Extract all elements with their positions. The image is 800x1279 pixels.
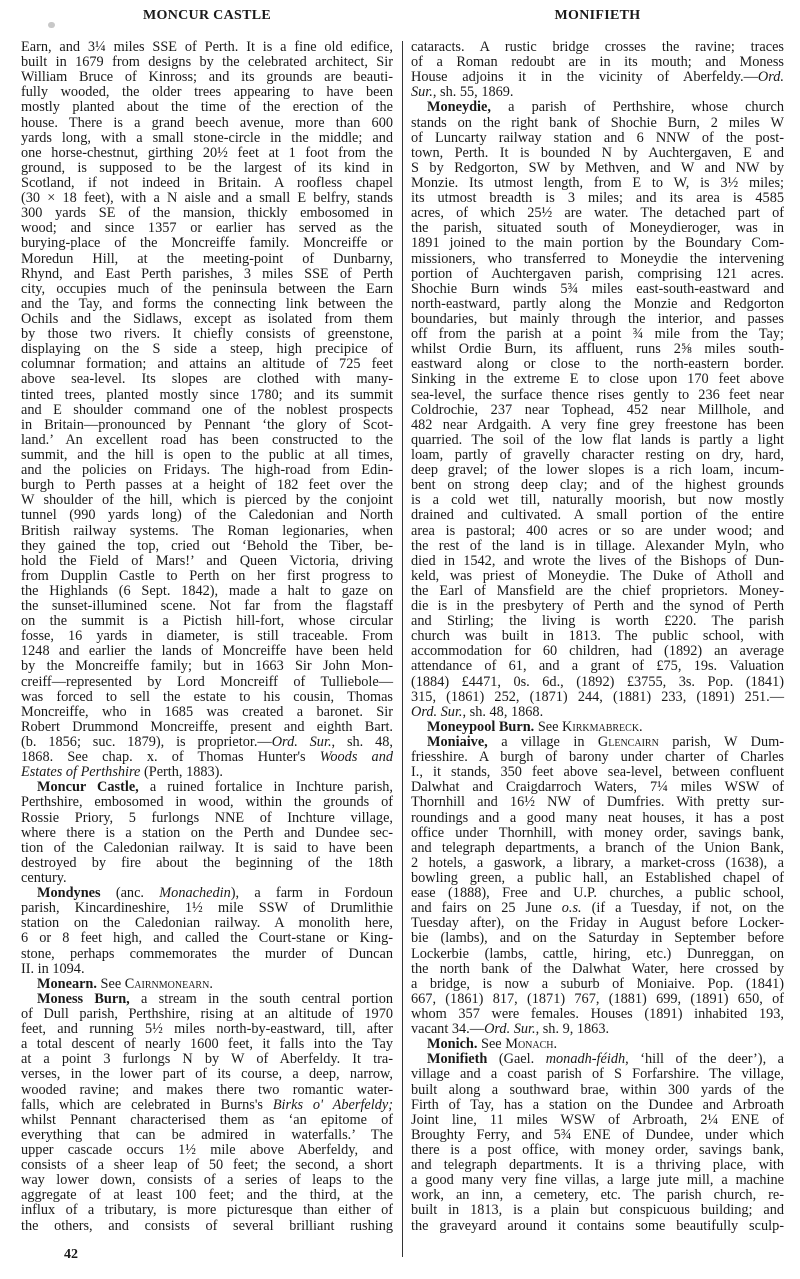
- text-line: of Dull parish, Perthshire, rising at an altitude of 1970: [21, 1006, 393, 1022]
- italic-text: Sur.: [411, 84, 433, 101]
- entry-paragraph: [411, 735, 784, 1037]
- text-line: influx of a tributary, is more picturesque than either of: [21, 1202, 393, 1219]
- running-header-left: MONCUR CASTLE: [143, 8, 271, 23]
- text-line: (1884) £4471, 0s. 6d., (1892) £3755, 3s. Pop. (1841): [411, 673, 784, 690]
- text-run: See: [96, 975, 125, 992]
- text-line: ground, is supposed to be the largest of its kind in: [21, 159, 393, 176]
- text-line: William Bruce of Kinross; and its grounds are beauti-: [21, 69, 393, 86]
- text-line: keld, was priest of Moneydie. The Duke of Atholl and: [411, 567, 784, 584]
- text-line: Earn, and 3¼ miles SSE of Perth. It is a fine old edifice,: [21, 39, 393, 55]
- text-line: Moncreiffe, who in 1685 was created a baronet. Sir: [21, 703, 393, 720]
- text-run: ), a farm in Fordoun: [230, 885, 394, 902]
- text-line: everything that can be admired in waterfalls.’ The: [21, 1126, 393, 1143]
- text-run: (b. 1856; suc. 1879), is proprietor.—: [21, 734, 272, 751]
- text-line: at a point 3 furlongs N by W of Aberfeldy. It tra-: [21, 1051, 393, 1068]
- text-line: [411, 720, 784, 735]
- text-line: W shoulder of the hill, which is pierced by the conjoint: [21, 492, 393, 509]
- text-run: , sh. 48,: [331, 734, 393, 751]
- text-run: (if a Tuesday, if not, on the: [581, 900, 784, 917]
- text-line: deep gravel; of the lower slopes is a rich loam, incum-: [411, 462, 784, 479]
- cross-reference: Kirkmabreck: [562, 718, 640, 735]
- text-line: sea-level, the surface thence rises gently to 236 feet near: [411, 386, 784, 403]
- text-line: church was built in 1813. The public school, with: [411, 628, 784, 645]
- text-line: [411, 735, 784, 750]
- text-run: a ruined fortalice in Inchture parish,: [138, 779, 393, 796]
- text-line: built in 1679 from designs by the celebrated architect, Sir: [21, 54, 393, 71]
- text-line: whom 357 were females. Houses (1891) inhabited 193,: [411, 1006, 784, 1022]
- entry-headword: Moness Burn,: [37, 990, 130, 1007]
- text-line: acres, of which 25½ are water. The detached part of: [411, 205, 784, 222]
- text-line: bie (lambs), and on the Saturday in September before: [411, 930, 784, 947]
- text-line: 482 near Ardgaith. A very fine grey freestone has been: [411, 416, 784, 433]
- text-line: off from the parish at a point ¾ mile from the Tay;: [411, 326, 784, 343]
- text-line: (30 × 18 feet), with a N aisle and a small E belfry, stands: [21, 190, 393, 207]
- text-line: friesshire. A burgh of barony under charter of Charles: [411, 749, 784, 766]
- text-line: quarried. The soil of the low flat lands is partly a light: [411, 431, 784, 448]
- text-line: drained and cultivated. A small portion of the entire: [411, 507, 784, 524]
- text-line: built along a southward brae, within 300 yards of the: [411, 1081, 784, 1098]
- text-run: (Perth, 1883).: [140, 764, 223, 781]
- text-line: destroyed by fire about the beginning of the 18th: [21, 854, 393, 871]
- text-line: [21, 750, 393, 765]
- text-line: [411, 1052, 784, 1067]
- text-run: and fairs on 25 June: [411, 900, 562, 917]
- text-run: falls, which are celebrated in Burns's: [21, 1096, 273, 1113]
- text-line: columnar formation; and attains an altitude of 725 feet: [21, 356, 393, 373]
- text-line: house. There is a grand beech avenue, more than 600: [21, 114, 393, 131]
- text-line: bowling green, a public hall, an Established chapel of: [411, 870, 784, 887]
- text-line: the Earl of Mansfield are the chief proprietors. Money-: [411, 582, 784, 599]
- italic-text: Ord.: [757, 69, 784, 86]
- text-line: there is a post office, with money order, savings bank,: [411, 1141, 784, 1158]
- text-line: its utmost breadth is 3 miles; and its area is 4585: [411, 190, 784, 207]
- text-line: accommodation for 60 children, had (1892) an average: [411, 643, 784, 660]
- text-line: eastward along or close to the north-eastern border.: [411, 356, 784, 373]
- text-run: See: [477, 1036, 506, 1053]
- text-line: a bridge, is now a suburb of Moniaive. Pop. (1841): [411, 975, 784, 992]
- text-line: 2 hotels, a gaswork, a library, a market-cross (1638), a: [411, 854, 784, 871]
- entry-headword: Moneydie,: [427, 99, 491, 116]
- italic-text: Estates of Perthshire: [21, 764, 141, 781]
- entry-paragraph: [21, 886, 393, 977]
- column-divider: [402, 41, 403, 1257]
- text-line: the sunset-illumined scene. Not far from the flagstaff: [21, 598, 393, 615]
- text-line: the others, and consists of several brilliant rushing: [21, 1217, 393, 1234]
- text-line: 667, (1861) 817, (1871) 767, (1881) 699, (1891) 650, of: [411, 990, 784, 1007]
- text-column-left: [21, 40, 393, 1234]
- text-line: a good many very fine villas, a large jute mill, a machine: [411, 1172, 784, 1189]
- text-line: ease (1888), Free and U.P. churches, a public school,: [411, 885, 784, 902]
- text-line: [411, 100, 784, 115]
- entry-paragraph: [21, 40, 393, 780]
- text-line: built in 1813, is a plain but conspicuous building; and: [411, 1202, 784, 1219]
- text-line: above sea-level. Its slopes are clothed with many-: [21, 371, 393, 388]
- text-line: roundings and a good many neat houses, it has a post: [411, 809, 784, 826]
- text-line: Ochils and the Sidlaws, except as isolated from them: [21, 310, 393, 327]
- text-line: stands on the right bank of Shochie Burn, 2 miles W: [411, 114, 784, 131]
- entry-headword: Monich.: [427, 1036, 478, 1053]
- text-line: [21, 992, 393, 1007]
- text-line: upper cascade occurs 1½ mile above Aberfeldy, and: [21, 1141, 393, 1158]
- text-line: and the policies on Fridays. The high-road from Edin-: [21, 462, 393, 479]
- text-line: of Luncarty railway station and 6 NNW of the post-: [411, 129, 784, 146]
- text-line: Dalwhat and Craigdarroch Waters, 7¼ miles WSW of: [411, 779, 784, 796]
- text-run: .: [639, 718, 643, 735]
- entry-headword: Mondynes: [37, 885, 101, 902]
- text-run: parish, W Dum-: [658, 734, 784, 751]
- text-line: 1248 and earlier the lands of Moncreiffe have been held: [21, 643, 393, 660]
- text-line: and the Tay, and forms the connecting link between the: [21, 295, 393, 312]
- text-line: of a Roman redoubt are in its mouth; and Moness: [411, 54, 784, 71]
- text-line: and E shoulder command one of the noblest prospects: [21, 401, 393, 418]
- entry-headword: Monearn.: [37, 975, 97, 992]
- italic-text: o.s.: [561, 900, 582, 917]
- entry-paragraph: [411, 1052, 784, 1233]
- text-line: Firth of Tay, has a station on the Dundee and Arbroath: [411, 1096, 784, 1113]
- text-line: city, occupies much of the peninsula between the Earn: [21, 280, 393, 297]
- cross-reference: Cairnmonearn: [124, 975, 210, 992]
- italic-text: Ord. Sur.: [484, 1021, 536, 1038]
- text-line: tinted trees, planted mostly since 1780; and its summit: [21, 386, 393, 403]
- text-line: area is pastoral; 400 acres or so are under wood; and: [411, 522, 784, 539]
- text-line: the graveyard around it contains some beautifully sculp-: [411, 1217, 784, 1234]
- text-line: Rossie Priory, 5 furlongs NNE of Inchture village,: [21, 809, 393, 826]
- text-line: Sinking in the extreme E to close upon 170 feet above: [411, 371, 784, 388]
- text-line: missioners, who transferred to Moneydie the intervening: [411, 250, 784, 267]
- text-line: station on the Caledonian railway. A monolith here,: [21, 915, 393, 932]
- text-line: British railway systems. The Roman legionaries, when: [21, 522, 393, 539]
- text-line: a total descent of nearly 1600 feet, it falls into the Tay: [21, 1036, 393, 1053]
- text-line: burgh to Perth passes at a height of 182 feet over the: [21, 477, 393, 494]
- text-line: 1891 joined to the main portion by the Boundary Com-: [411, 235, 784, 252]
- text-line: [21, 765, 393, 780]
- text-run: House adjoins it in the vicinity of Aberfeldy.—: [411, 69, 758, 86]
- text-line: Scotland, if not indeed in Britain. A roofless chapel: [21, 174, 393, 191]
- text-run: 1868. See chap. x. of Thomas Hunter's: [21, 749, 320, 766]
- text-line: Rhynd, and East Perth parishes, 3 miles SSE of Perth: [21, 265, 393, 282]
- text-line: [21, 1098, 393, 1113]
- text-line: village and a coast parish of S Forfarshire. The village,: [411, 1066, 784, 1083]
- text-line: 300 yards SE of the mansion, thickly embosomed in: [21, 205, 393, 222]
- text-line: Monzie. Its utmost length, from E to W, is 3½ miles;: [411, 174, 784, 191]
- text-run: (Gael.: [487, 1051, 546, 1068]
- text-run: a parish of Perthshire, whose church: [490, 99, 784, 116]
- text-line: the parish, situated south of Moneydieroger, was in: [411, 220, 784, 237]
- text-run: .: [553, 1036, 558, 1053]
- text-line: north-eastward, partly along the Monzie and Redgorton: [411, 295, 784, 312]
- text-run: vacant 34.—: [411, 1021, 485, 1038]
- page-number: 42: [64, 1247, 78, 1262]
- text-line: burying-place of the Moncreiffe family. Moncreiffe or: [21, 235, 393, 252]
- text-line: creiff—represented by Lord Moncreiff of Tulliebole—: [21, 673, 393, 690]
- text-line: Tuesday after), on the Friday in August before Locker-: [411, 915, 784, 932]
- text-line: died in 1542, and wrote the lives of the Bishops of Dun-: [411, 552, 784, 569]
- italic-text: Woods and: [319, 749, 393, 766]
- text-line: from Dupplin Castle to Perth on her first progress to: [21, 567, 393, 584]
- text-line: parish, Kincardineshire, 1½ mile SSW of Drumlithie: [21, 900, 393, 917]
- text-line: Coldrochie, 237 near Tophead, 452 near Millhole, and: [411, 401, 784, 418]
- text-line: boundaries, but mainly through the interior, and passes: [411, 310, 784, 327]
- text-line: whilst Pennant characterised them as ‘an epitome of: [21, 1111, 393, 1128]
- text-line: fosse, 16 yards in diameter, is still traceable. From: [21, 628, 393, 645]
- text-line: 315, (1861) 252, (1871) 244, (1881) 233, (1891) 251.—: [411, 688, 784, 705]
- italic-text: Ord. Sur.: [271, 734, 332, 751]
- text-line: [411, 1022, 784, 1037]
- text-line: is a cold wet till, naturally moorish, but now mostly: [411, 492, 784, 509]
- text-line: in Britain—pronounced by Pennant ‘the glory of Scot-: [21, 416, 393, 433]
- entry-paragraph: [21, 992, 393, 1234]
- text-line: loam, partly of gravelly character resting on dry, hard,: [411, 446, 784, 463]
- italic-text: Monachedin: [159, 885, 231, 902]
- text-line: verses, in the lower part of its course, a deep, narrow,: [21, 1066, 393, 1083]
- text-line: bent on strong deep clay; and of the highest grounds: [411, 477, 784, 494]
- text-line: and telegraph departments, a branch of the Union Bank,: [411, 839, 784, 856]
- text-line: Shochie Burn winds 5¾ miles east-south-eastward and: [411, 280, 784, 297]
- text-line: the north bank of the Dalwhat Water, here crossed by: [411, 960, 784, 977]
- text-line: portion of Auchtergaven parish, comprising 121 acres.: [411, 265, 784, 282]
- text-run: .: [209, 975, 213, 992]
- text-line: fully wooded, the older trees appearing to have been: [21, 84, 393, 101]
- text-line: stone, perhaps commemorates the murder of Duncan: [21, 945, 393, 962]
- text-line: I., it stands, 350 feet above sea-level, between confluent: [411, 764, 784, 781]
- entry-headword: Moncur Castle,: [37, 779, 139, 796]
- text-run: , ‘hill of the deer’), a: [625, 1051, 784, 1068]
- text-line: was forced to sell the estate to his cousin, Thomas: [21, 688, 393, 705]
- text-line: and telegraph departments. It is a thriving place, with: [411, 1157, 784, 1174]
- text-line: [21, 780, 393, 795]
- text-line: the rest of the land is in tillage. Alexander Myln, who: [411, 537, 784, 554]
- text-line: Lockerbie (lambs, cattle, hiring, etc.) Dunreggan, on: [411, 945, 784, 962]
- text-line: wooded ravine; and makes there two romantic water-: [21, 1081, 393, 1098]
- text-line: by the Moncreiffe family; but in 1663 Sir John Mon-: [21, 658, 393, 675]
- text-run: See: [534, 718, 563, 735]
- text-line: [411, 85, 784, 100]
- text-line: [411, 1037, 784, 1052]
- text-line: tion of the Caledonian railway. It is said to have been: [21, 839, 393, 856]
- text-line: yards long, with a small stone-circle in the middle; and: [21, 129, 393, 146]
- text-line: feet, and running 5½ miles north-by-eastward, till, after: [21, 1021, 393, 1038]
- text-line: on the summit is a Pictish hill-fort, whose circular: [21, 613, 393, 630]
- text-line: consists of a sheer leap of 50 feet; the second, a short: [21, 1157, 393, 1174]
- entry-paragraph: [411, 40, 784, 100]
- text-line: they gained the top, cried out ‘Behold the Tiber, be-: [21, 537, 393, 554]
- text-line: [21, 886, 393, 901]
- text-line: town, Perth. It is bounded N by Auchtergaven, E and: [411, 144, 784, 161]
- entry-headword: Monifieth: [427, 1051, 488, 1068]
- entry-paragraph: [411, 1037, 784, 1052]
- text-line: office under Thornhill, with money order, savings bank,: [411, 824, 784, 841]
- text-line: S by Redgorton, SW by Methven, and W and NW by: [411, 159, 784, 176]
- entry-headword: Moneypool Burn.: [427, 718, 535, 735]
- cross-reference: Glencairn: [597, 734, 659, 751]
- text-line: tunnel (990 yards long) of the Caledonian and North: [21, 507, 393, 524]
- text-line: II. in 1094.: [21, 960, 85, 977]
- text-run: a stream in the south central portion: [129, 990, 394, 1007]
- text-run: , sh. 55, 1869.: [432, 84, 514, 101]
- text-line: [411, 901, 784, 916]
- italic-text: Birks o' Aberfeldy;: [272, 1096, 393, 1113]
- text-line: one horse-chestnut, girthing 20½ feet at 1 foot from the: [21, 144, 393, 161]
- text-line: [21, 735, 393, 750]
- text-run: , sh. 9, 1863.: [535, 1021, 610, 1038]
- text-line: summit, and the hill is open to the public at all times,: [21, 446, 393, 463]
- text-line: [411, 70, 784, 85]
- text-line: [411, 705, 784, 720]
- text-line: die is in the presbytery of Perth and the synod of Perth: [411, 598, 784, 615]
- text-line: land.’ An excellent road has been constructed to the: [21, 431, 393, 448]
- text-line: mostly planted about the time of the erection of the: [21, 99, 393, 116]
- running-header-right: MONIFIETH: [554, 8, 641, 23]
- text-line: Perthshire, embosomed in wood, within the grounds of: [21, 794, 393, 811]
- text-line: aggregate of at least 100 feet; and the third, at the: [21, 1187, 393, 1204]
- text-column-right: [411, 40, 784, 1234]
- italic-text: monadh-féidh: [545, 1051, 626, 1068]
- text-line: by those two rivers. It chiefly consists of greenstone,: [21, 326, 393, 343]
- text-line: attendance of 61, and a grant of £75, 19s. Valuation: [411, 658, 784, 675]
- text-line: Thornhill and 16½ NW of Dumfries. With pretty sur-: [411, 794, 784, 811]
- text-line: Robert Drummond Moncreiffe, present and eighth Bart.: [21, 718, 393, 735]
- text-line: where there is a station on the Perth and Dundee sec-: [21, 824, 393, 841]
- text-line: work, an inn, a cemetery, etc. The parish church, re-: [411, 1187, 784, 1204]
- text-line: way lower down, consists of a series of leaps to the: [21, 1172, 393, 1189]
- text-line: century.: [21, 870, 67, 887]
- text-line: and Stirling; the living is worth £220. The parish: [411, 613, 784, 630]
- italic-text: Ord. Sur.: [411, 703, 463, 720]
- entry-paragraph: [411, 100, 784, 719]
- entry-paragraph: [21, 780, 393, 886]
- text-line: 6 or 8 feet high, and called the Court-stane or King-: [21, 930, 393, 947]
- entry-headword: Moniaive,: [427, 734, 488, 751]
- text-line: [21, 977, 393, 992]
- text-line: wood; and since 1357 or earlier has served as the: [21, 220, 393, 237]
- text-line: cataracts. A rustic bridge crosses the ravine; traces: [411, 39, 784, 55]
- text-line: Moredun Hill, at the meeting-point of Dunbarny,: [21, 250, 393, 267]
- text-run: a village in: [487, 734, 598, 751]
- text-run: , sh. 48, 1868.: [462, 703, 544, 720]
- text-line: Joint line, 11 miles WSW of Arbroath, 2¼ ENE of: [411, 1111, 784, 1128]
- text-run: (anc.: [100, 885, 160, 902]
- text-line: whilst Ordie Burn, its affluent, runs 2⅝ miles south-: [411, 341, 784, 358]
- entry-paragraph: [411, 720, 784, 735]
- entry-paragraph: [21, 977, 393, 992]
- text-line: displaying on the S side a steep, high precipice of: [21, 341, 393, 358]
- text-line: the Highlands (6 Sept. 1842), made a halt to gaze on: [21, 582, 393, 599]
- text-line: Broughty Ferry, and 5¾ ENE of Dundee, under which: [411, 1126, 784, 1143]
- cross-reference: Monach: [505, 1036, 554, 1053]
- text-line: hold the Field of Mars!’ and Queen Victoria, driving: [21, 552, 393, 569]
